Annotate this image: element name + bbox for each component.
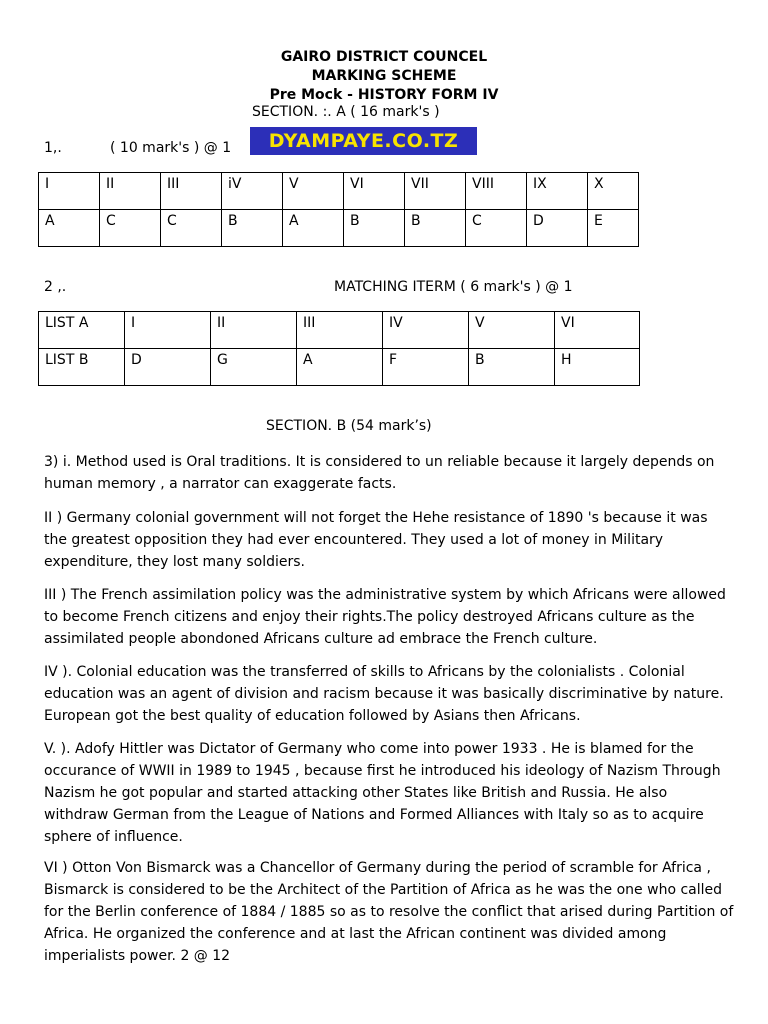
answer-3i: 3) i. Method used is Oral traditions. It is considered to un reliable because it largely depends on human memory , a narrator can exaggerate facts.	[44, 454, 715, 492]
table-cell: A	[283, 210, 344, 247]
table-cell: B	[222, 210, 283, 247]
table-cell: iV	[222, 173, 283, 210]
table-cell: I	[125, 312, 211, 349]
council-title: GAIRO DISTRICT COUNCEL	[280, 49, 488, 65]
table-cell: VI	[344, 173, 405, 210]
table-cell: V	[469, 312, 555, 349]
answer-3v: V. ). Adofy Hittler was Dictator of Germany who come into power 1933 . He is blamed for the occurance of WWII in 1989 to 1945 , because first he introduced his ideology of Nazism Through Nazism he got popular and started attacking other States like British and Russia. He also withdraw German from the League of Nations and Formed Alliances with Italy so as to acquire sphere of influence.	[44, 741, 721, 845]
table-cell: D	[125, 349, 211, 386]
table-cell: VIII	[466, 173, 527, 210]
table-cell: B	[405, 210, 466, 247]
q1-answer-table	[38, 172, 639, 247]
table-cell: VI	[555, 312, 640, 349]
table-cell: B	[344, 210, 405, 247]
table-cell: F	[383, 349, 469, 386]
table-cell: III	[297, 312, 383, 349]
answer-3iii: III ) The French assimilation policy was the administrative system by which Africans were allowed to become French citizens and enjoy their rights.The policy destroyed Africans culture as the assimilated people abondoned Africans culture ad embrace the French culture.	[44, 587, 726, 647]
scheme-title: MARKING SCHEME	[311, 68, 457, 84]
exam-title: Pre Mock - HISTORY FORM IV	[269, 87, 499, 103]
q1-number: 1,.	[44, 140, 62, 156]
table-cell: H	[555, 349, 640, 386]
table-cell: LIST B	[39, 349, 125, 386]
q1-answer-row	[39, 210, 639, 247]
dyampaye-logo: DYAMPAYE.CO.TZ	[250, 127, 477, 155]
table-cell: VII	[405, 173, 466, 210]
q1-question-row	[39, 173, 639, 210]
table-cell: II	[211, 312, 297, 349]
section-a-heading: SECTION. :. A ( 16 mark's )	[252, 104, 440, 120]
table-cell: X	[588, 173, 639, 210]
table-cell: E	[588, 210, 639, 247]
table-cell: A	[39, 210, 100, 247]
table-cell: I	[39, 173, 100, 210]
table-cell: LIST A	[39, 312, 125, 349]
table-cell: G	[211, 349, 297, 386]
answer-3iv: IV ). Colonial education was the transferred of skills to Africans by the colonialists . Colonial education was an agent of division and racism because it was basically discriminative by nature. European got the best quality of education followed by Asians then Africans.	[44, 664, 724, 724]
table-cell: C	[466, 210, 527, 247]
answer-3vi: VI ) Otton Von Bismarck was a Chancellor of Germany during the period of scramble for Africa , Bismarck is considered to be the Architect of the Partition of Africa as he was the one who called for the Berlin conference of 1884 / 1885 so as to resolve the conflict that arised during Partition of Africa. He organized the conference and at last the African continent was divided among imperialists power. 2 @ 12	[44, 860, 734, 964]
table-cell: V	[283, 173, 344, 210]
table-cell: III	[161, 173, 222, 210]
table-cell: D	[527, 210, 588, 247]
table-cell: A	[297, 349, 383, 386]
q2-matching-table	[38, 311, 640, 386]
q2-title: MATCHING ITERM ( 6 mark's ) @ 1	[334, 279, 573, 295]
table-cell: II	[100, 173, 161, 210]
table-cell: IV	[383, 312, 469, 349]
table-cell: B	[469, 349, 555, 386]
q2-number: 2 ,.	[44, 279, 67, 295]
table-cell: IX	[527, 173, 588, 210]
q1-marks: ( 10 mark's ) @ 1	[110, 140, 232, 156]
q2-list-a-row	[39, 312, 640, 349]
section-b-heading: SECTION. B (54 mark’s)	[266, 418, 432, 434]
table-cell: C	[161, 210, 222, 247]
answer-3ii: II ) Germany colonial government will not forget the Hehe resistance of 1890 's because it was the greatest opposition they had ever encountered. They used a lot of money in Military expenditure, they lost many soldiers.	[44, 510, 708, 570]
q2-list-b-row	[39, 349, 640, 386]
table-cell: C	[100, 210, 161, 247]
